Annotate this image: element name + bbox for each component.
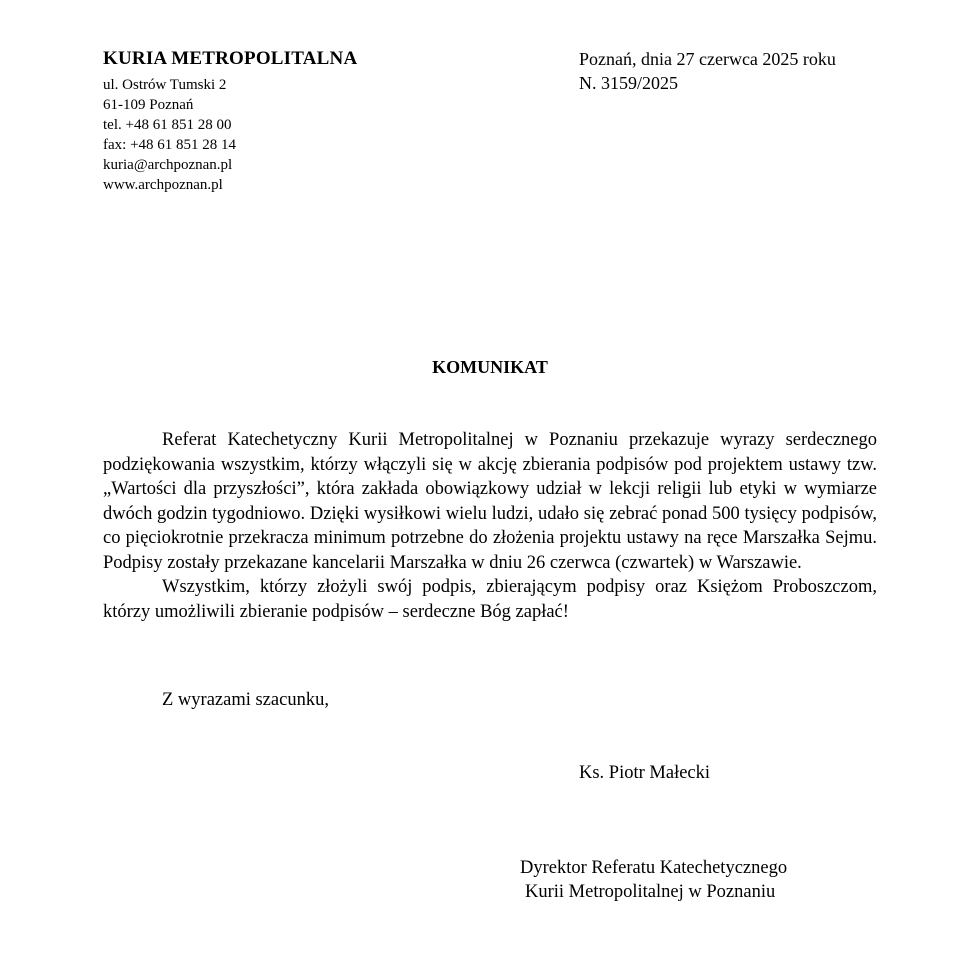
address-city: 61-109 Poznań bbox=[103, 97, 194, 113]
phone-number: tel. +48 61 851 28 00 bbox=[103, 117, 232, 133]
signatory-role: Dyrektor Referatu Katechetycznego bbox=[520, 858, 788, 878]
signatory-institution: Kurii Metropolitalnej w Poznaniu bbox=[525, 882, 776, 902]
website-address: www.archpoznan.pl bbox=[103, 177, 223, 193]
reference-number: N. 3159/2025 bbox=[579, 73, 678, 93]
email-address: kuria@archpoznan.pl bbox=[103, 157, 233, 173]
place-and-date: Poznań, dnia 27 czerwca 2025 roku bbox=[579, 49, 836, 69]
body-paragraph: Referat Katechetyczny Kurii Metropolitalnej w Poznaniu przekazuje wyrazy serdecznego podziękowania wszystkim, którzy włączyli się w akcję zbierania podpisów pod projektem ustawy tzw. „Wartości dla przyszłości”, która zakłada obowiązkowy udział w lekcji religii lub etyki w wymiarze dwóch godzin tygodniowo. Dzięki wysiłkowi wielu ludzi, udało się zebrać ponad 500 tysięcy podpisów, co pięciokrotnie przekracza minimum potrzebne do złożenia projektu ustawy na ręce Marszałka Sejmu. Podpisy zostały przekazane kancelarii Marszałka w dniu 26 czerwca (czwartek) w Warszawie. bbox=[103, 430, 877, 573]
fax-number: fax: +48 61 851 28 14 bbox=[103, 137, 237, 153]
document-title: KOMUNIKAT bbox=[432, 357, 548, 377]
document-body bbox=[103, 428, 877, 624]
signatory-name: Ks. Piotr Małecki bbox=[579, 763, 711, 783]
organization-name: KURIA METROPOLITALNA bbox=[103, 48, 358, 69]
closing-salutation: Z wyrazami szacunku, bbox=[162, 690, 329, 710]
address-street: ul. Ostrów Tumski 2 bbox=[103, 77, 227, 93]
body-paragraph: Wszystkim, którzy złożyli swój podpis, zbierającym podpisy oraz Księżom Proboszczom, którzy umożliwili zbieranie podpisów – serdeczne Bóg zapłać! bbox=[103, 577, 877, 622]
